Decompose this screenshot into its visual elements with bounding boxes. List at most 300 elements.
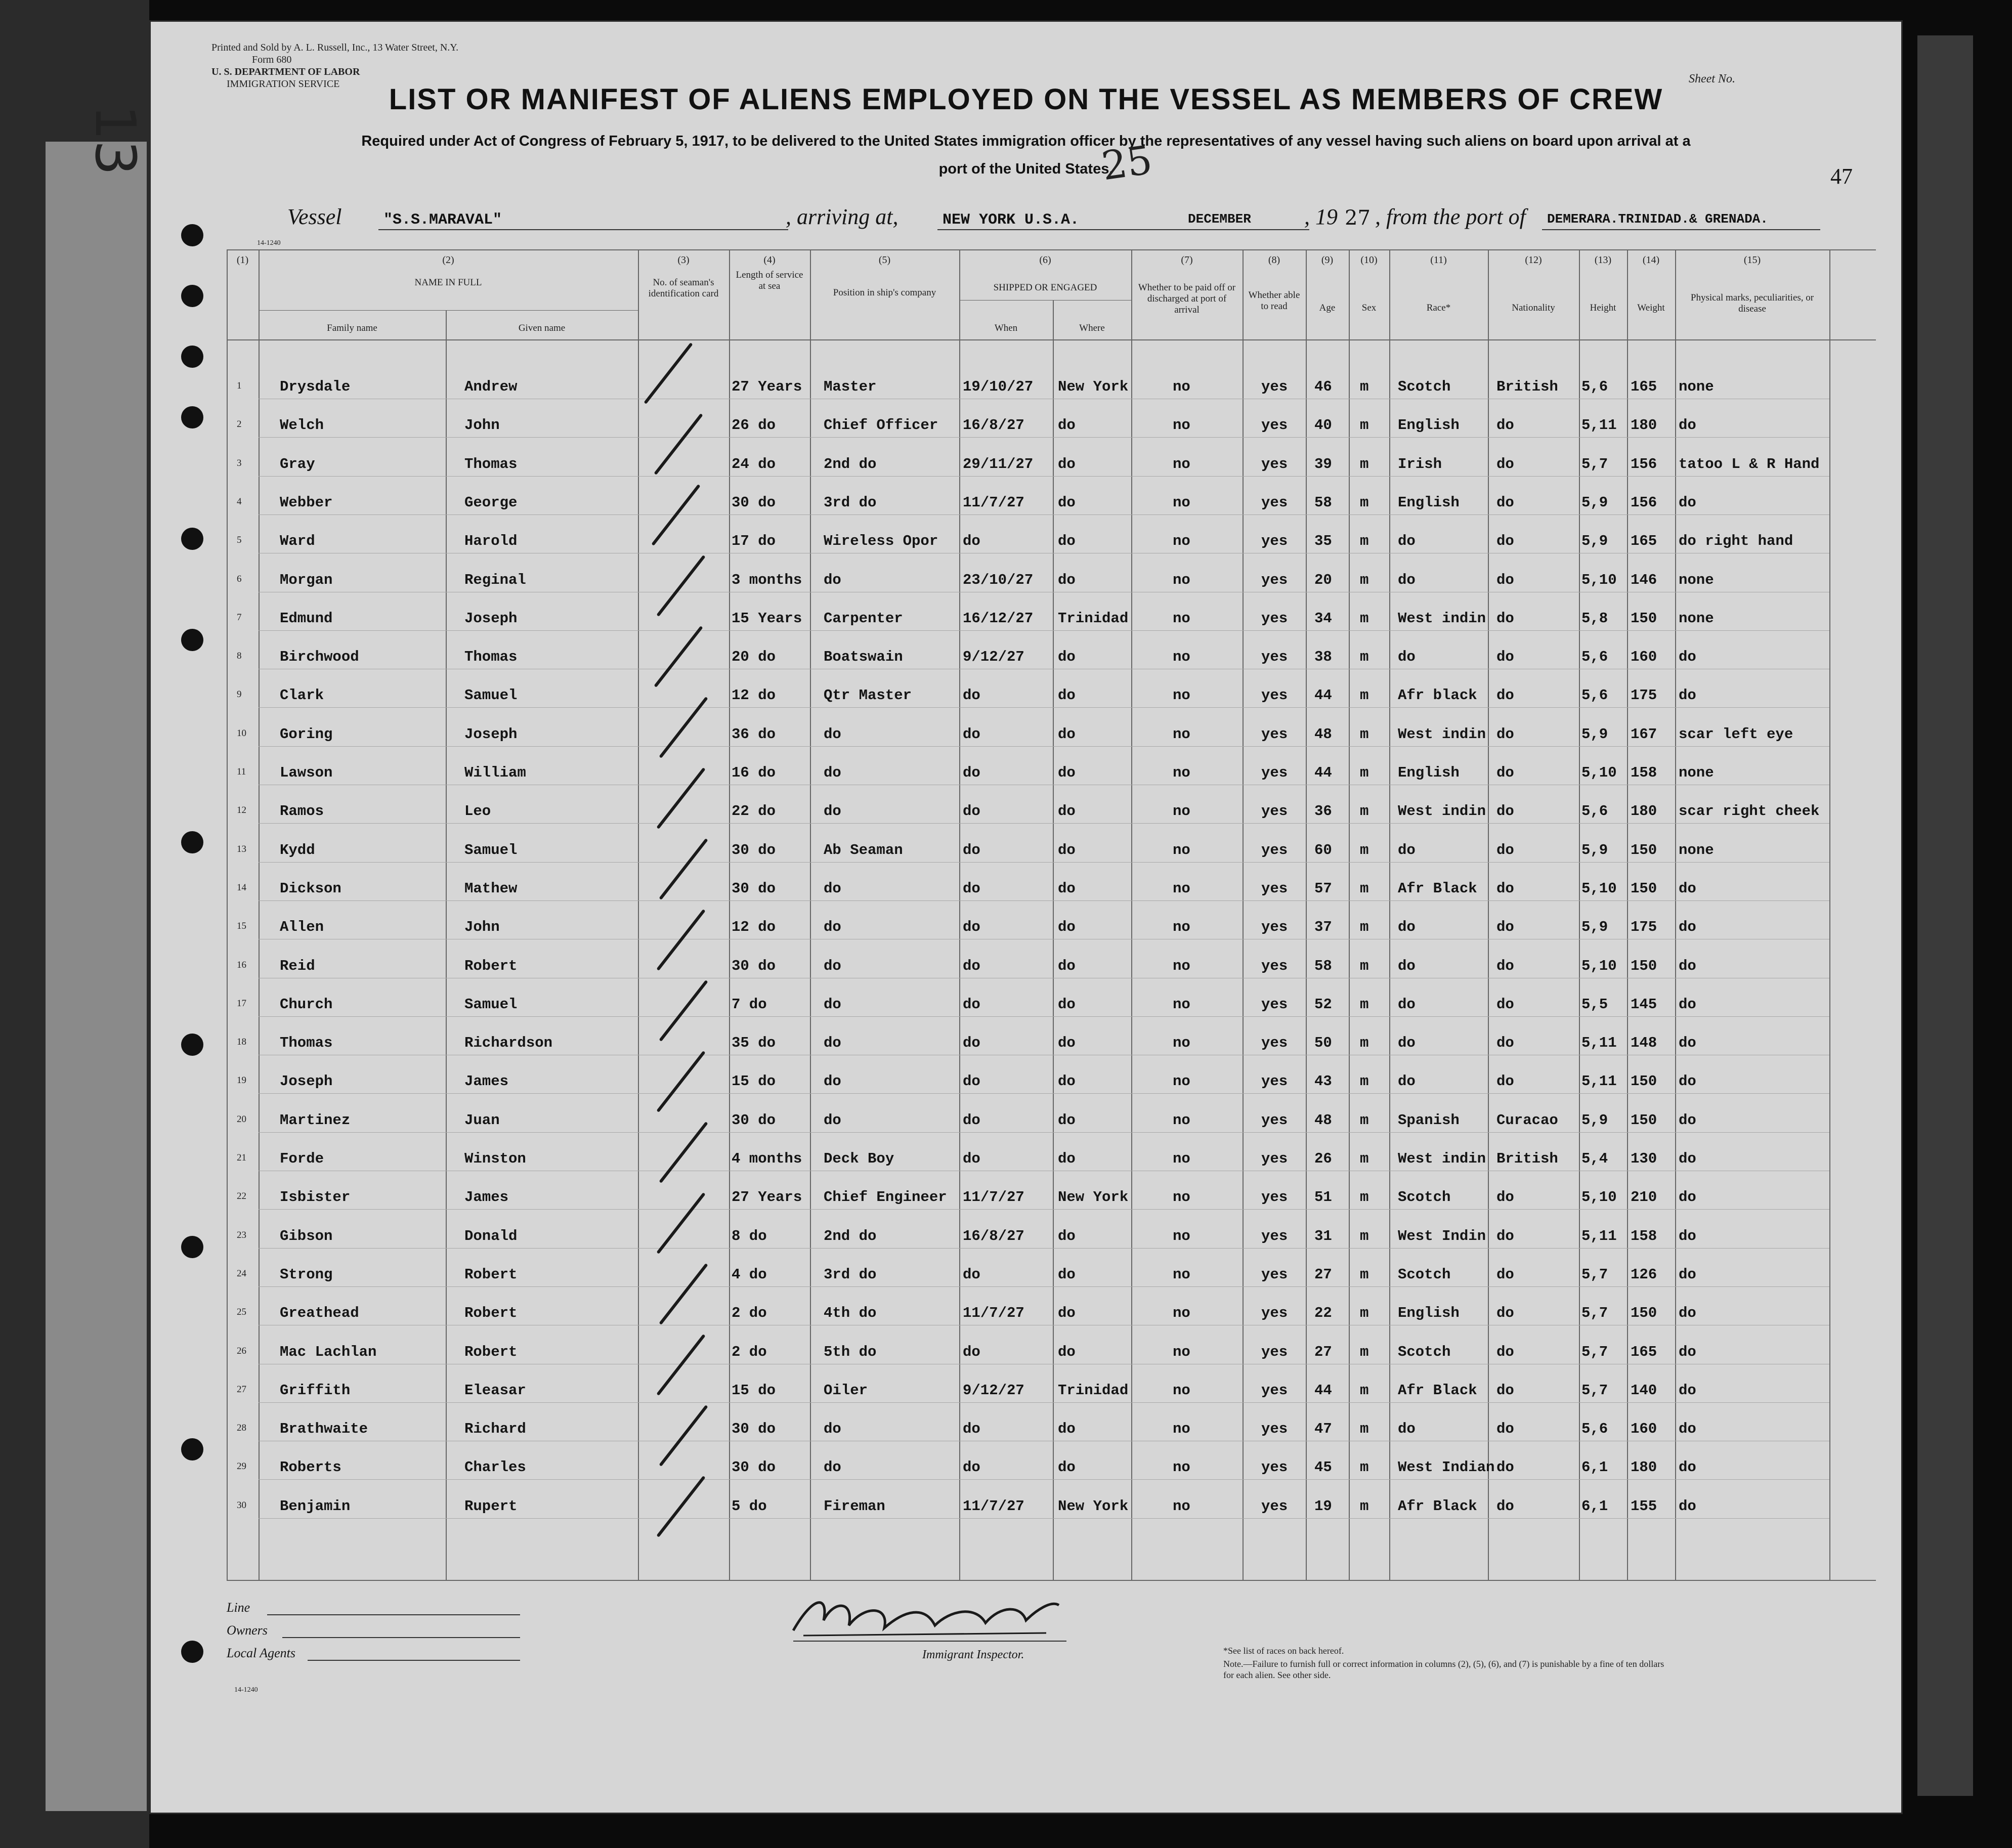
cell-service: 15 do — [732, 1073, 776, 1090]
row-rule — [259, 630, 1829, 631]
cell-sex: m — [1360, 996, 1369, 1013]
header-shipped: SHIPPED OR ENGAGED — [993, 282, 1097, 293]
cell-read: yes — [1261, 417, 1288, 434]
cell-weight: 155 — [1631, 1497, 1657, 1515]
cell-when: do — [963, 725, 980, 743]
col-number: (3) — [677, 254, 690, 266]
cell-read: yes — [1261, 1150, 1288, 1167]
cell-height: 5,10 — [1581, 1189, 1617, 1206]
punch-hole — [181, 406, 203, 428]
header-length-service: Length of service at sea — [736, 270, 803, 291]
races-note: *See list of races on back hereof. — [1223, 1646, 1344, 1656]
year-prefix: , 19 — [1304, 204, 1338, 229]
cell-race: English — [1398, 1305, 1460, 1322]
cell-where: do — [1058, 1459, 1076, 1476]
cell-height: 5,11 — [1581, 1035, 1617, 1052]
cell-position: Chief Engineer — [824, 1189, 947, 1206]
cell-where: do — [1058, 1111, 1076, 1129]
cell-nationality: do — [1496, 803, 1514, 820]
check-mark — [659, 697, 708, 758]
cell-family: Roberts — [280, 1459, 341, 1476]
check-mark — [651, 484, 700, 546]
header-family-name: Family name — [327, 323, 377, 333]
cell-sex: m — [1360, 1189, 1369, 1206]
row-number: 9 — [237, 689, 242, 700]
cell-position: 3rd do — [824, 494, 877, 511]
back-page-edge — [1917, 35, 1973, 1796]
cell-race: Scotch — [1398, 1343, 1451, 1360]
cell-age: 47 — [1314, 1421, 1332, 1438]
cell-paid: no — [1173, 1266, 1190, 1283]
cell-sex: m — [1360, 1459, 1369, 1476]
cell-position: Fireman — [824, 1497, 885, 1515]
cell-read: yes — [1261, 494, 1288, 511]
cell-family: Gibson — [280, 1227, 333, 1244]
cell-weight: 150 — [1631, 1305, 1657, 1322]
cell-age: 27 — [1314, 1266, 1332, 1283]
cell-paid: no — [1173, 803, 1190, 820]
row-number: 3 — [237, 457, 242, 468]
cell-where: do — [1058, 455, 1076, 472]
cell-position: Chief Officer — [824, 417, 938, 434]
cell-family: Ramos — [280, 803, 324, 820]
cell-given: William — [464, 764, 526, 781]
cell-weight: 130 — [1631, 1150, 1657, 1167]
local-agents-label: Local Agents — [227, 1646, 296, 1660]
arriving-label: , arriving at, — [786, 204, 898, 229]
cell-when: 16/8/27 — [963, 417, 1024, 434]
row-number: 20 — [237, 1113, 246, 1125]
cell-service: 22 do — [732, 803, 776, 820]
cell-marks: none — [1679, 378, 1714, 395]
check-mark — [656, 1192, 705, 1254]
cell-nationality: do — [1496, 841, 1514, 858]
cell-nationality: do — [1496, 1497, 1514, 1515]
cell-paid: no — [1173, 649, 1190, 666]
cell-paid: no — [1173, 1111, 1190, 1129]
cell-family: Kydd — [280, 841, 315, 858]
cell-where: do — [1058, 687, 1076, 704]
cell-race: West Indin — [1398, 1227, 1486, 1244]
cell-given: George — [464, 494, 518, 511]
cell-family: Allen — [280, 919, 324, 936]
cell-given: James — [464, 1189, 509, 1206]
cell-family: Morgan — [280, 571, 333, 588]
cell-nationality: do — [1496, 1421, 1514, 1438]
cell-where: do — [1058, 1227, 1076, 1244]
cell-service: 12 do — [732, 919, 776, 936]
cell-when: do — [963, 1421, 980, 1438]
row-number: 21 — [237, 1152, 246, 1163]
cell-marks: none — [1679, 764, 1714, 781]
cell-nationality: do — [1496, 1459, 1514, 1476]
cell-read: yes — [1261, 1073, 1288, 1090]
row-rule — [259, 1093, 1829, 1094]
row-rule — [259, 514, 1829, 515]
cell-read: yes — [1261, 455, 1288, 472]
cell-paid: no — [1173, 455, 1190, 472]
header-paid-off: Whether to be paid off or discharged at port of arrival — [1138, 282, 1236, 315]
cell-when: 11/7/27 — [963, 1497, 1024, 1515]
cell-read: yes — [1261, 610, 1288, 627]
cell-race: do — [1398, 1035, 1416, 1052]
cell-family: Isbister — [280, 1189, 351, 1206]
punch-hole — [181, 285, 203, 307]
row-rule — [259, 707, 1829, 708]
cell-family: Birchwood — [280, 649, 359, 666]
check-mark — [654, 413, 703, 475]
cell-weight: 150 — [1631, 957, 1657, 974]
cell-nationality: do — [1496, 1073, 1514, 1090]
row-number: 4 — [237, 496, 242, 507]
cell-age: 20 — [1314, 571, 1332, 588]
cell-height: 6,1 — [1581, 1497, 1608, 1515]
row-number: 28 — [237, 1423, 246, 1434]
cell-paid: no — [1173, 687, 1190, 704]
cell-sex: m — [1360, 1305, 1369, 1322]
cell-nationality: do — [1496, 417, 1514, 434]
cell-nationality: do — [1496, 919, 1514, 936]
cell-sex: m — [1360, 764, 1369, 781]
cell-family: Greathead — [280, 1305, 359, 1322]
cell-age: 60 — [1314, 841, 1332, 858]
cell-weight: 150 — [1631, 610, 1657, 627]
cell-nationality: do — [1496, 649, 1514, 666]
cell-sex: m — [1360, 1111, 1369, 1129]
cell-when: do — [963, 957, 980, 974]
cell-age: 52 — [1314, 996, 1332, 1013]
cell-marks: do — [1679, 649, 1696, 666]
col-number: (6) — [1039, 254, 1051, 266]
cell-height: 5,10 — [1581, 880, 1617, 897]
cell-position: 3rd do — [824, 1266, 877, 1283]
cell-sex: m — [1360, 957, 1369, 974]
cell-read: yes — [1261, 1266, 1288, 1283]
cell-weight: 156 — [1631, 494, 1657, 511]
row-number: 14 — [237, 882, 246, 893]
cell-sex: m — [1360, 1150, 1369, 1167]
cell-read: yes — [1261, 1227, 1288, 1244]
col-number: (15) — [1743, 254, 1761, 266]
printer-credit: Printed and Sold by A. L. Russell, Inc., 13 Water Street, N.Y. — [211, 42, 459, 53]
cell-paid: no — [1173, 1073, 1190, 1090]
cell-family: Strong — [280, 1266, 333, 1283]
cell-sex: m — [1360, 880, 1369, 897]
cell-paid: no — [1173, 764, 1190, 781]
row-number: 24 — [237, 1268, 246, 1279]
cell-race: do — [1398, 1073, 1416, 1090]
row-number: 17 — [237, 998, 246, 1009]
cell-position: Carpenter — [824, 610, 903, 627]
header-when: When — [994, 323, 1018, 333]
cell-when: do — [963, 533, 980, 550]
cell-race: Spanish — [1398, 1111, 1460, 1129]
cell-sex: m — [1360, 455, 1369, 472]
cell-read: yes — [1261, 1459, 1288, 1476]
cell-position: do — [824, 725, 841, 743]
cell-marks: do — [1679, 1421, 1696, 1438]
row-rule — [259, 1132, 1829, 1133]
cell-race: do — [1398, 533, 1416, 550]
cell-marks: do — [1679, 1150, 1696, 1167]
cell-given: Rupert — [464, 1497, 518, 1515]
cell-when: do — [963, 1343, 980, 1360]
cell-where: Trinidad — [1058, 610, 1129, 627]
cell-when: 16/8/27 — [963, 1227, 1024, 1244]
cell-weight: 140 — [1631, 1382, 1657, 1399]
cell-where: New York — [1058, 1189, 1129, 1206]
cell-height: 5,6 — [1581, 649, 1608, 666]
cell-race: Afr Black — [1398, 880, 1477, 897]
cell-where: do — [1058, 880, 1076, 897]
cell-read: yes — [1261, 649, 1288, 666]
row-number: 22 — [237, 1191, 246, 1202]
cell-weight: 180 — [1631, 417, 1657, 434]
cell-service: 27 Years — [732, 378, 802, 395]
cell-position: do — [824, 571, 841, 588]
cell-position: do — [824, 919, 841, 936]
cell-service: 5 do — [732, 1497, 767, 1515]
cell-read: yes — [1261, 725, 1288, 743]
cell-race: Scotch — [1398, 1189, 1451, 1206]
header-position: Position in ship's company — [833, 287, 936, 298]
from-label: , from the port of — [1375, 204, 1526, 229]
cell-race: do — [1398, 841, 1416, 858]
cell-marks: do — [1679, 417, 1696, 434]
cell-sex: m — [1360, 919, 1369, 936]
margin-note: 13 — [82, 105, 148, 176]
cell-paid: no — [1173, 1421, 1190, 1438]
cell-nationality: do — [1496, 996, 1514, 1013]
row-number: 11 — [237, 766, 246, 777]
cell-height: 5,7 — [1581, 1305, 1608, 1322]
cell-given: Robert — [464, 1266, 518, 1283]
check-mark — [656, 1051, 705, 1112]
cell-when: 11/7/27 — [963, 1189, 1024, 1206]
cell-nationality: British — [1496, 1150, 1558, 1167]
cell-given: Donald — [464, 1227, 518, 1244]
cell-given: Charles — [464, 1459, 526, 1476]
cell-nationality: do — [1496, 1266, 1514, 1283]
cell-where: do — [1058, 725, 1076, 743]
cell-sex: m — [1360, 1382, 1369, 1399]
cell-position: do — [824, 1035, 841, 1052]
cell-sex: m — [1360, 649, 1369, 666]
cell-position: do — [824, 1421, 841, 1438]
punch-hole — [181, 1438, 203, 1460]
cell-when: do — [963, 764, 980, 781]
cell-service: 30 do — [732, 494, 776, 511]
cell-paid: no — [1173, 841, 1190, 858]
cell-given: Richard — [464, 1421, 526, 1438]
cell-marks: do — [1679, 957, 1696, 974]
row-number: 1 — [237, 380, 242, 391]
cell-when: do — [963, 841, 980, 858]
check-mark — [656, 555, 705, 617]
cell-weight: 180 — [1631, 803, 1657, 820]
cell-where: do — [1058, 996, 1076, 1013]
cell-service: 30 do — [732, 1421, 776, 1438]
cell-sex: m — [1360, 610, 1369, 627]
cell-nationality: do — [1496, 1382, 1514, 1399]
cell-age: 27 — [1314, 1343, 1332, 1360]
check-mark — [659, 1405, 708, 1467]
cell-age: 48 — [1314, 725, 1332, 743]
cell-weight: 145 — [1631, 996, 1657, 1013]
check-mark — [644, 342, 693, 404]
cell-height: 5,11 — [1581, 417, 1617, 434]
cell-position: 4th do — [824, 1305, 877, 1322]
row-rule — [259, 1248, 1829, 1249]
row-number: 25 — [237, 1307, 246, 1318]
cell-height: 5,9 — [1581, 919, 1608, 936]
departure-ports: DEMERARA.TRINIDAD.& GRENADA. — [1547, 211, 1768, 227]
cell-age: 22 — [1314, 1305, 1332, 1322]
cell-race: West indin — [1398, 610, 1486, 627]
cell-nationality: do — [1496, 1305, 1514, 1322]
cell-race: do — [1398, 957, 1416, 974]
cell-nationality: do — [1496, 880, 1514, 897]
cell-paid: no — [1173, 1382, 1190, 1399]
cell-service: 16 do — [732, 764, 776, 781]
cell-marks: do — [1679, 1227, 1696, 1244]
cell-when: do — [963, 687, 980, 704]
cell-service: 4 do — [732, 1266, 767, 1283]
cell-nationality: do — [1496, 610, 1514, 627]
cell-given: Richardson — [464, 1035, 553, 1052]
cell-service: 8 do — [732, 1227, 767, 1244]
cell-height: 5,9 — [1581, 725, 1608, 743]
cell-read: yes — [1261, 533, 1288, 550]
arriving-port: NEW YORK U.S.A. — [943, 211, 1080, 229]
row-number: 7 — [237, 612, 242, 623]
cell-service: 24 do — [732, 455, 776, 472]
row-number: 23 — [237, 1229, 246, 1240]
cell-given: Winston — [464, 1150, 526, 1167]
cell-age: 44 — [1314, 764, 1332, 781]
header-age: Age — [1319, 303, 1336, 313]
cell-family: Church — [280, 996, 333, 1013]
punch-hole — [181, 629, 203, 651]
cell-service: 27 Years — [732, 1189, 802, 1206]
cell-sex: m — [1360, 841, 1369, 858]
cell-weight: 160 — [1631, 649, 1657, 666]
cell-paid: no — [1173, 1150, 1190, 1167]
cell-age: 36 — [1314, 803, 1332, 820]
cell-age: 57 — [1314, 880, 1332, 897]
department: U. S. DEPARTMENT OF LABOR — [211, 66, 360, 77]
cell-race: West Indian — [1398, 1459, 1495, 1476]
row-rule — [259, 1209, 1829, 1210]
cell-position: do — [824, 803, 841, 820]
line-label: Line — [227, 1600, 250, 1615]
cell-sex: m — [1360, 571, 1369, 588]
cell-family: Joseph — [280, 1073, 333, 1090]
cell-read: yes — [1261, 1421, 1288, 1438]
manifest-page — [82, 20, 1903, 1814]
cell-family: Benjamin — [280, 1497, 351, 1515]
cell-read: yes — [1261, 764, 1288, 781]
cell-race: Irish — [1398, 455, 1442, 472]
row-number: 30 — [237, 1499, 246, 1511]
cell-race: West indin — [1398, 803, 1486, 820]
cell-race: Afr Black — [1398, 1382, 1477, 1399]
punch-hole — [181, 224, 203, 246]
row-rule — [259, 1016, 1829, 1017]
cell-race: do — [1398, 571, 1416, 588]
cell-position: Oiler — [824, 1382, 868, 1399]
cell-marks: do — [1679, 687, 1696, 704]
punch-hole — [181, 831, 203, 853]
cell-family: Webber — [280, 494, 333, 511]
cell-where: do — [1058, 1343, 1076, 1360]
cell-nationality: do — [1496, 957, 1514, 974]
cell-given: Mathew — [464, 880, 518, 897]
cell-marks: do — [1679, 1497, 1696, 1515]
cell-service: 15 do — [732, 1382, 776, 1399]
cell-given: Reginal — [464, 571, 526, 588]
cell-read: yes — [1261, 1382, 1288, 1399]
cell-family: Goring — [280, 725, 333, 743]
cell-service: 4 months — [732, 1150, 802, 1167]
cell-weight: 150 — [1631, 841, 1657, 858]
cell-age: 45 — [1314, 1459, 1332, 1476]
punch-hole — [181, 528, 203, 550]
cell-given: James — [464, 1073, 509, 1090]
cell-paid: no — [1173, 610, 1190, 627]
cell-where: do — [1058, 494, 1076, 511]
cell-service: 36 do — [732, 725, 776, 743]
cell-read: yes — [1261, 841, 1288, 858]
cell-marks: do — [1679, 1073, 1696, 1090]
row-number: 29 — [237, 1461, 246, 1472]
cell-service: 30 do — [732, 1111, 776, 1129]
punch-hole — [181, 1236, 203, 1258]
cell-nationality: do — [1496, 1035, 1514, 1052]
cell-where: do — [1058, 803, 1076, 820]
row-rule — [259, 823, 1829, 824]
cell-given: Robert — [464, 1305, 518, 1322]
cell-when: do — [963, 1150, 980, 1167]
cell-service: 3 months — [732, 571, 802, 588]
cell-weight: 165 — [1631, 378, 1657, 395]
cell-position: Wireless Opor — [824, 533, 938, 550]
cell-height: 6,1 — [1581, 1459, 1608, 1476]
cell-when: do — [963, 1459, 980, 1476]
cell-family: Drysdale — [280, 378, 351, 395]
cell-paid: no — [1173, 494, 1190, 511]
vessel-label: Vessel — [287, 204, 342, 229]
row-number: 10 — [237, 727, 246, 739]
cell-service: 2 do — [732, 1305, 767, 1322]
cell-read: yes — [1261, 803, 1288, 820]
check-mark — [656, 1476, 705, 1537]
cell-where: do — [1058, 841, 1076, 858]
cell-paid: no — [1173, 1497, 1190, 1515]
cell-paid: no — [1173, 1459, 1190, 1476]
cell-weight: 160 — [1631, 1421, 1657, 1438]
header-able-read: Whether able to read — [1248, 290, 1300, 312]
header-physical-marks: Physical marks, peculiarities, or disease — [1690, 292, 1814, 314]
row-number: 8 — [237, 651, 242, 662]
cell-paid: no — [1173, 1343, 1190, 1360]
cell-position: do — [824, 1459, 841, 1476]
cell-family: Forde — [280, 1150, 324, 1167]
cell-race: English — [1398, 417, 1460, 434]
cell-age: 35 — [1314, 533, 1332, 550]
cell-position: do — [824, 764, 841, 781]
row-number: 26 — [237, 1345, 246, 1356]
